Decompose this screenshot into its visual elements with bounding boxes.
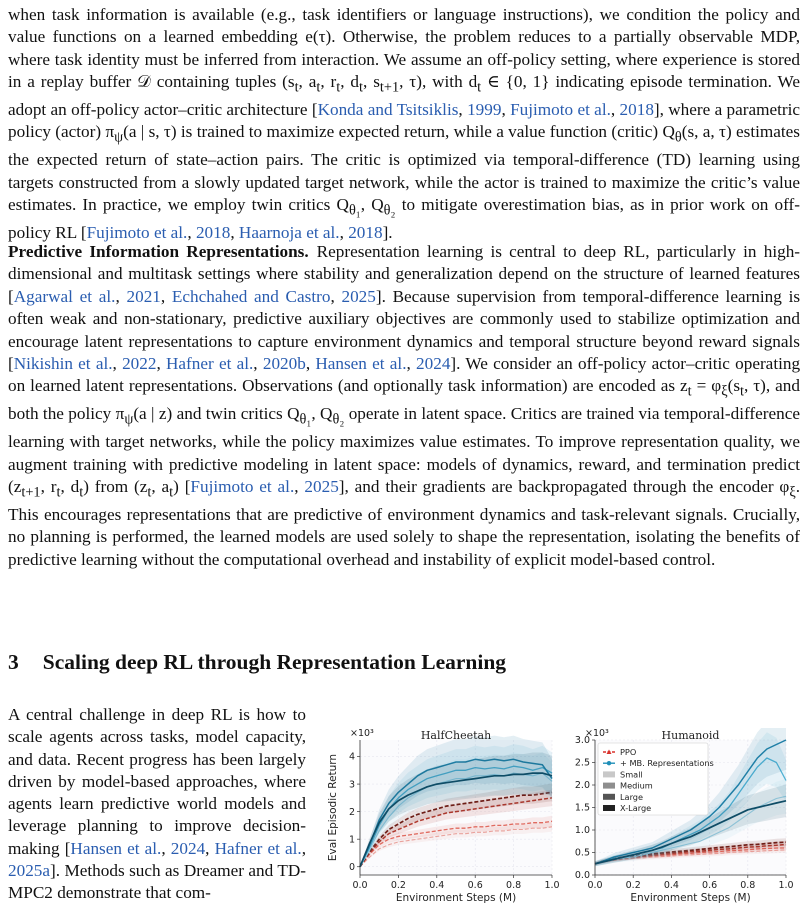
x-tick-label: 0.0 xyxy=(352,880,368,891)
y-multiplier-label: ×10³ xyxy=(350,728,374,739)
citation-year-link[interactable]: 2025 xyxy=(304,476,339,496)
y-axis-label: Eval Episodic Return xyxy=(327,753,339,862)
text-run: when task information is available (e.g., task identifiers or language instructions), we condition the policy and value functions on a learned embedding e(τ). Otherwise, the problem reduces to a partially observable MDP, where task identity must be inferred from interaction. We assume an off-policy setting, where experience is stored in a replay buffer 𝒟 containing tuples (s xyxy=(8,5,800,92)
subscript: ξ xyxy=(789,484,796,501)
text-run: ) [ xyxy=(173,476,191,496)
citation-year-link[interactable]: 1999 xyxy=(467,100,502,120)
x-tick-label: 0.8 xyxy=(506,880,522,891)
citation-link[interactable]: Hafner et al. xyxy=(166,354,254,374)
text-run: . This encourages representations that are predictive of environment dynamics and task-relevant signals. Crucially, no planning is performed, the learned models are used solely to shape the representation, isolating the benefits of predictive learning without the computational overhead and instability of explicit model-based control. xyxy=(8,476,801,569)
x-tick-label: 1.0 xyxy=(778,880,794,891)
separator: , xyxy=(230,222,239,242)
separator: , xyxy=(501,100,511,120)
text-run: A central challenge in deep RL is how to scale agents across tasks, model capacity, and data. Recent progress has been largely driven by model-based approaches, where agents learn predictive world models and leverage planning to improve decision-making [ xyxy=(8,705,306,858)
legend-swatch-size xyxy=(603,771,615,777)
citation-link[interactable]: Konda and Tsitsiklis xyxy=(317,100,459,120)
subscript: t xyxy=(316,79,321,96)
subscript: t xyxy=(147,484,152,501)
citation-link[interactable]: Fujimoto et al. xyxy=(86,222,188,242)
text-run: , d xyxy=(60,476,80,496)
legend-swatch-size xyxy=(603,805,615,811)
paragraph-predictive-representations xyxy=(8,241,800,571)
text-run: ∈ {0, 1} indicating episode termination. We adopt an off-policy actor–critic architecture [ xyxy=(8,72,800,120)
text-run: ], and their gradients are backpropagated through the encoder φ xyxy=(338,476,790,496)
citation-link[interactable]: Fujimoto et al. xyxy=(510,100,611,120)
x-tick-label: 0.8 xyxy=(740,880,756,891)
legend-swatch-size xyxy=(603,794,615,800)
subscript: ψ xyxy=(124,411,134,428)
citation-year-link[interactable]: 2021 xyxy=(126,286,161,306)
x-tick-label: 0.0 xyxy=(587,880,603,891)
text-run: , r xyxy=(320,72,337,92)
x-tick-label: 0.6 xyxy=(467,880,483,891)
text-run: , a xyxy=(151,476,170,496)
x-tick-label: 0.6 xyxy=(702,880,718,891)
section-heading xyxy=(8,650,506,675)
citation-link[interactable]: Agarwal et al. xyxy=(13,286,116,306)
separator: , xyxy=(253,354,263,374)
y-tick-label: 3.0 xyxy=(574,735,590,747)
legend-label: Medium xyxy=(620,780,653,791)
y-multiplier-label: ×10³ xyxy=(585,728,609,739)
subscript: ξ xyxy=(721,383,728,400)
citation-link[interactable]: Fujimoto et al. xyxy=(190,476,295,496)
citation-year-link[interactable]: 2024 xyxy=(416,354,451,374)
subscript: t xyxy=(79,484,84,501)
paragraph-scaling-intro xyxy=(8,704,306,905)
text-run: , r xyxy=(40,476,57,496)
x-tick-label: 0.4 xyxy=(429,880,445,891)
separator: , xyxy=(339,222,349,242)
separator: , xyxy=(458,100,468,120)
citation-link[interactable]: Hansen et al. xyxy=(70,838,162,858)
subscript: t xyxy=(740,383,744,400)
separator: , xyxy=(294,476,305,496)
y-tick-label: 0.5 xyxy=(574,847,590,859)
legend-label: X-Large xyxy=(620,803,652,813)
text-run: ]. Methods such as Dreamer and TD-MPC2 demonstrate that com- xyxy=(8,861,306,903)
text-run: , Q xyxy=(360,195,384,215)
y-tick-label: 0.0 xyxy=(574,870,590,882)
citation-year-link[interactable]: 2020b xyxy=(262,354,306,374)
legend-label: + MB. Representations xyxy=(620,758,714,769)
x-axis-label: Environment Steps (M) xyxy=(395,892,517,904)
paragraph-offpolicy-setting xyxy=(8,4,800,244)
x-tick-label: 0.4 xyxy=(663,880,679,891)
separator: , xyxy=(205,838,215,858)
subscript: ψ xyxy=(114,129,124,146)
separator: , xyxy=(187,222,196,242)
text-run: ]. xyxy=(382,222,393,242)
y-tick-label: 1.0 xyxy=(574,825,590,837)
legend-marker-circle xyxy=(607,761,611,765)
legend-label: PPO xyxy=(620,747,637,757)
section-number: 3 xyxy=(8,650,19,674)
subscript: t xyxy=(477,79,482,96)
text-run: (s xyxy=(727,376,741,396)
text-run: , τ), with d xyxy=(399,72,478,92)
citation-year-link[interactable]: 2018 xyxy=(195,222,231,242)
citation-link[interactable]: Echchahed and Castro xyxy=(171,286,331,306)
subscript: t+1 xyxy=(379,79,400,96)
legend-label: Small xyxy=(620,769,643,780)
text-run: , s xyxy=(363,72,380,92)
text-run: , Q xyxy=(311,404,333,424)
separator: , xyxy=(115,286,127,306)
chart-title: Humanoid xyxy=(661,729,720,742)
citation-year-link[interactable]: 2018 xyxy=(348,222,383,242)
text-run: ) from (z xyxy=(83,476,148,496)
separator: , xyxy=(301,838,306,858)
paragraph-run-in-heading: Predictive Information Representations. xyxy=(8,242,309,261)
separator: , xyxy=(160,286,172,306)
text-run: ]. We consider an off-policy actor–critic operating on learned latent representations. Observations (and optionally task information) are encoded as z xyxy=(8,354,801,396)
subscript: θ₂ xyxy=(383,202,396,219)
text-run: = φ xyxy=(691,376,722,396)
text-run: , τ), and both the policy π xyxy=(8,376,800,424)
subscript: t xyxy=(294,79,299,96)
x-tick-label: 1.0 xyxy=(544,880,560,891)
text-run: operate in latent space. Critics are trained via temporal-difference learning with target networks, while the policy maximizes value estimates. To improve representation quality, we augment training with predictive modeling in latent space: models of dynamics, reward, and termination predict (z xyxy=(8,404,800,496)
subscript: θ₁ xyxy=(348,202,361,219)
citation-link[interactable]: Nikishin et al. xyxy=(13,354,113,374)
y-tick-label: 2.5 xyxy=(574,757,590,769)
x-axis-label: Environment Steps (M) xyxy=(630,892,751,904)
separator: , xyxy=(330,286,342,306)
citation-year-link[interactable]: 2022 xyxy=(122,354,157,374)
citation-year-link[interactable]: 2024 xyxy=(170,838,206,858)
x-tick-label: 0.2 xyxy=(625,880,641,891)
subscript: t xyxy=(359,79,364,96)
legend-box xyxy=(598,743,708,815)
text-run: Representation learning is central to deep RL, particularly in high-dimensional and multitask settings where stability and generalization depend on the structure of learned features [ xyxy=(8,242,801,306)
subscript: t xyxy=(56,484,61,501)
figure-learning-curves xyxy=(324,728,804,915)
citation-year-link[interactable]: 2025 xyxy=(341,286,376,306)
y-tick-label: 1 xyxy=(348,834,355,846)
legend-swatch-size xyxy=(603,783,615,789)
text-run: ]. Because supervision from temporal-difference learning is often weak and non-stationary, predictive auxiliary objectives are commonly used to stabilize optimization and encourage latent representations to capture environment dynamics and temporal structure beyond reward signals [ xyxy=(8,286,801,374)
citation-year-link[interactable]: 2018 xyxy=(619,100,654,120)
chart-title: HalfCheetah xyxy=(420,729,492,742)
separator: , xyxy=(406,354,417,374)
text-run: , d xyxy=(340,72,360,92)
subscript: t xyxy=(336,79,341,96)
separator: , xyxy=(305,354,316,374)
subscript: θ xyxy=(674,129,682,146)
separator: , xyxy=(610,100,620,120)
y-tick-label: 0 xyxy=(348,861,355,873)
y-tick-label: 4 xyxy=(348,751,355,763)
subscript: θ₁ xyxy=(299,411,312,428)
section-title: Scaling deep RL through Representation Learning xyxy=(42,650,507,674)
separator: , xyxy=(161,838,171,858)
citation-link[interactable]: Hansen et al. xyxy=(315,354,407,374)
subscript: t+1 xyxy=(21,484,41,501)
text-run: (s, a, τ) estimates the expected return of state–action pairs. The critic is optimized via temporal-difference (TD) learning using targets constructed from a slowly updated target network, while the actor is trained to maximize the critic’s value estimates. In practice, we employ twin critics Q xyxy=(8,122,800,215)
y-tick-label: 2.0 xyxy=(574,780,590,792)
y-tick-label: 1.5 xyxy=(574,802,590,814)
x-tick-label: 0.2 xyxy=(390,880,406,891)
subscript: θ₂ xyxy=(332,411,345,428)
separator: , xyxy=(156,354,166,374)
y-tick-label: 3 xyxy=(348,779,355,791)
subscript: t xyxy=(169,484,174,501)
text-run: to mitigate overestimation bias, as in prior work on off-policy RL [ xyxy=(8,195,800,242)
subscript: t xyxy=(687,383,692,400)
separator: , xyxy=(112,354,123,374)
text-run: (a | z) and twin critics Q xyxy=(133,404,300,424)
text-run: ], where a parametric policy (actor) π xyxy=(8,100,801,142)
legend-label: Large xyxy=(620,791,644,802)
text-run: (a | s, τ) is trained to maximize expected return, while a value function (critic) Q xyxy=(123,122,675,142)
y-tick-label: 2 xyxy=(348,806,355,818)
citation-year-link[interactable]: 2025a xyxy=(8,861,51,881)
text-run: , a xyxy=(298,72,317,92)
citation-link[interactable]: Hafner et al. xyxy=(214,838,302,858)
citation-link[interactable]: Haarnoja et al. xyxy=(238,222,340,242)
